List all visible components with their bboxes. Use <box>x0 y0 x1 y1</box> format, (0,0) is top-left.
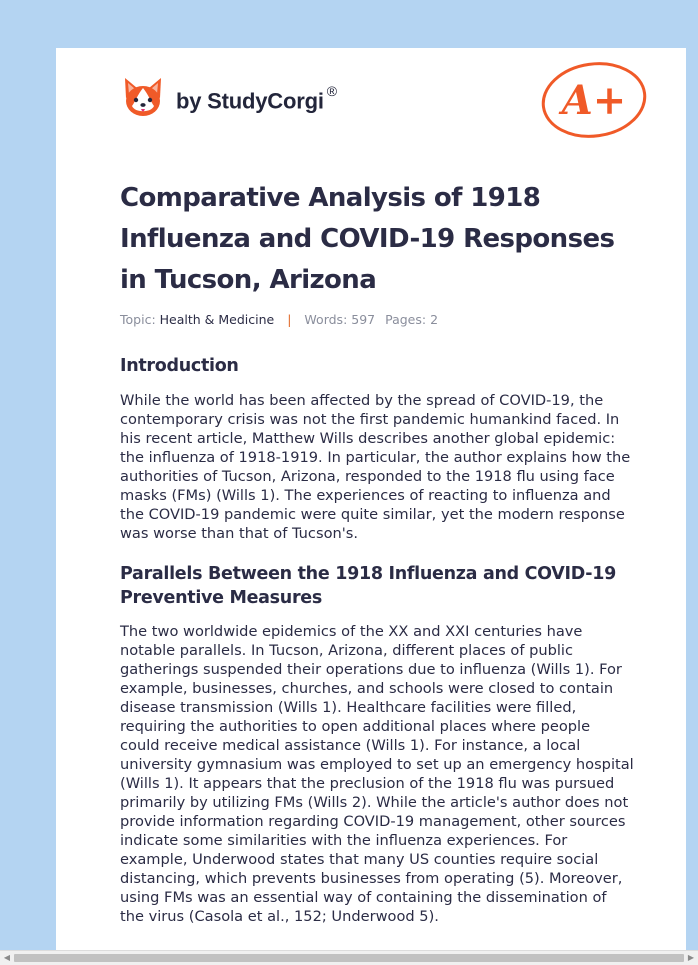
document-title: Comparative Analysis of 1918 Influenza and COVID-19 Responses in Tucson, Arizona <box>120 183 615 295</box>
document-meta <box>120 312 438 327</box>
scrollbar-thumb[interactable] <box>14 954 684 962</box>
document-page <box>56 48 686 950</box>
brand-logo[interactable] <box>122 76 337 120</box>
scroll-left-arrow-icon[interactable]: ◀ <box>3 953 11 962</box>
corgi-logo-icon <box>122 76 164 120</box>
words-label: Words: <box>304 312 348 327</box>
section-paragraph-introduction: While the world has been affected by the spread of COVID-19, the contemporary crisis was not the first pandemic humankind faced. In his recent article, Matthew Wills describes another global epidemic: the influenza of 1918-1919. In particular, the author explains how the authorities of Tucson, Arizona, responded to the 1918 flu using face masks (FMs) (Wills 1). The experiences of reacting to influenza and the COVID-19 pandemic were quite similar, yet the modern response was worse than that of Tucson's. <box>120 392 631 542</box>
section-heading-parallels: Parallels Between the 1918 Influenza and COVID-19 Preventive Measures <box>120 564 617 608</box>
topic-label: Topic: <box>120 312 156 327</box>
registered-mark: ® <box>326 83 337 100</box>
pages-count: 2 <box>430 312 439 327</box>
scroll-right-arrow-icon[interactable]: ▶ <box>687 953 695 962</box>
section-paragraph-parallels: The two worldwide epidemics of the XX and XXI centuries have notable parallels. In Tucson, Arizona, different places of public gatherings suspended their operations due to influenza (Wills 1). For example, businesses, churches, and schools were closed to contain disease transmission (Wills 1). Healthcare facilities were filled, requiring the authorities to open additional places where people could receive medical assistance (Wills 1). For instance, a local university gymnasium was employed to set up an emergency hospital (Wills 1). It appears that the preclusion of the 1918 flu was pursued primarily by utilizing FMs (Wills 2). While the article's author does not provide information regarding COVID-19 management, other sources indicate some similarities with the influenza experiences. For example, Underwood states that many US counties require social distancing, which prevents businesses from operating (5). Moreover, using FMs was an essential way of containing the dissemination of the virus (Casola et al., 152; Underwood 5). <box>120 623 634 925</box>
grade-badge <box>539 60 649 144</box>
topic-link[interactable]: Health & Medicine <box>159 312 275 327</box>
words-count: 597 <box>351 312 376 327</box>
grade-text: A+ <box>561 77 627 124</box>
pages-label: Pages: <box>385 312 427 327</box>
horizontal-scrollbar[interactable] <box>0 950 698 965</box>
section-heading-introduction: Introduction <box>120 356 239 376</box>
brand-name: by StudyCorgi ® <box>176 83 337 114</box>
meta-separator: | <box>287 312 292 327</box>
